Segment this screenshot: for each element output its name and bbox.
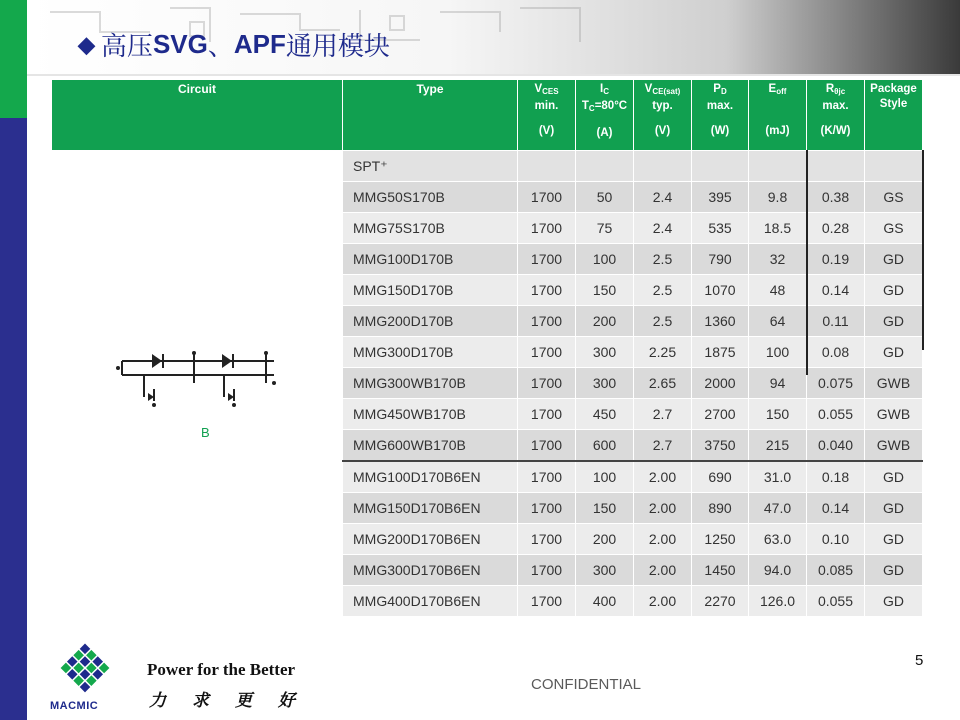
logo-tile	[67, 656, 78, 667]
cell-ic: 150	[576, 493, 634, 524]
logo-tile	[92, 656, 103, 667]
cell-type: MMG200D170B	[343, 306, 518, 337]
cell-pkg: GWB	[865, 399, 923, 430]
cell-rth: 0.055	[807, 399, 865, 430]
cell-ic: 200	[576, 306, 634, 337]
cell-vces: 1700	[518, 275, 576, 306]
cell-pkg: GD	[865, 244, 923, 275]
cell-pd: 790	[692, 244, 749, 275]
header-ic: $I_C$ $T_C=80^\circ C$ (A)	[576, 80, 634, 151]
cell-type: MMG150D170B6EN	[343, 493, 518, 524]
cell-type: MMG100D170B6EN	[343, 461, 518, 493]
cell-type: MMG300D170B6EN	[343, 555, 518, 586]
cell-vces: 1700	[518, 430, 576, 462]
logo-tile	[73, 663, 84, 674]
cell-pkg: GD	[865, 306, 923, 337]
half-bridge-circuit-diagram	[114, 349, 284, 411]
cell-rth: 0.14	[807, 275, 865, 306]
header-pd: $P_D$ max. (W)	[692, 80, 749, 151]
logo-tile	[73, 650, 84, 661]
header-vces: $V_{CES}$ min. (V)	[518, 80, 576, 151]
cell-pkg: GD	[865, 524, 923, 555]
cell-vcesat: 2.7	[634, 430, 692, 462]
cell-type: MMG100D170B	[343, 244, 518, 275]
cell-vces: 1700	[518, 461, 576, 493]
header-eoff: $E_{off}$ (mJ)	[749, 80, 807, 151]
cell-pd: 690	[692, 461, 749, 493]
section-label: SPT⁺	[343, 151, 518, 182]
logo-tile	[86, 663, 97, 674]
slide-title	[78, 26, 390, 63]
cell-ic: 200	[576, 524, 634, 555]
cell-eoff: 215	[749, 430, 807, 462]
cell-rth: 0.14	[807, 493, 865, 524]
cell-pd: 1360	[692, 306, 749, 337]
cell-pd: 2270	[692, 586, 749, 617]
cell-ic: 75	[576, 213, 634, 244]
title-part-2: SVG	[152, 29, 208, 59]
cell-pd: 1070	[692, 275, 749, 306]
cell-vcesat: 2.00	[634, 493, 692, 524]
cell-vcesat: 2.65	[634, 368, 692, 399]
diamond-bullet-icon: ◆	[78, 31, 95, 57]
header-circuit: Circuit	[52, 80, 343, 151]
circuit-cell	[52, 151, 343, 617]
cell-ic: 150	[576, 275, 634, 306]
cell-pkg: GD	[865, 461, 923, 493]
header-divider	[27, 74, 960, 76]
cell-rth: 0.040	[807, 430, 865, 462]
cell-ic: 50	[576, 182, 634, 213]
cell-vces: 1700	[518, 555, 576, 586]
slogan-chinese: 力求更好	[149, 691, 321, 711]
title-separator: 、	[207, 32, 234, 62]
cell-type: MMG400D170B6EN	[343, 586, 518, 617]
cell-rth: 0.075	[807, 368, 865, 399]
cell-pd: 890	[692, 493, 749, 524]
left-accent-bar-blue	[0, 118, 27, 720]
header-package-style: Package Style	[865, 80, 923, 151]
cell-vces: 1700	[518, 493, 576, 524]
header-vcesat: $V_{CE(sat)}$ typ. (V)	[634, 80, 692, 151]
cell-ic: 300	[576, 368, 634, 399]
cell-ic: 300	[576, 555, 634, 586]
page-number: 5	[915, 652, 924, 669]
cell-pd: 1450	[692, 555, 749, 586]
cell-vces: 1700	[518, 244, 576, 275]
circuit-label: B	[201, 424, 210, 440]
cell-eoff: 63.0	[749, 524, 807, 555]
cell-pkg: GD	[865, 275, 923, 306]
cell-eoff: 126.0	[749, 586, 807, 617]
cell-type: MMG300D170B	[343, 337, 518, 368]
cell-eoff: 31.0	[749, 461, 807, 493]
title-part-4: 通用模块	[285, 32, 390, 62]
cell-pd: 1875	[692, 337, 749, 368]
module-spec-table	[52, 80, 923, 616]
cell-pkg: GD	[865, 586, 923, 617]
cell-vces: 1700	[518, 306, 576, 337]
cell-vcesat: 2.00	[634, 555, 692, 586]
cell-vces: 1700	[518, 213, 576, 244]
logo-tile	[99, 663, 110, 674]
cell-rth: 0.38	[807, 182, 865, 213]
cell-pd: 2000	[692, 368, 749, 399]
cell-vcesat: 2.5	[634, 244, 692, 275]
cell-eoff: 48	[749, 275, 807, 306]
cell-vcesat: 2.00	[634, 524, 692, 555]
cell-vcesat: 2.25	[634, 337, 692, 368]
cell-pkg: GD	[865, 337, 923, 368]
slogan: Power for the Better	[147, 660, 296, 679]
header-type: Type	[343, 80, 518, 151]
cell-eoff: 94.0	[749, 555, 807, 586]
logo-tile	[80, 656, 91, 667]
cell-vces: 1700	[518, 586, 576, 617]
cell-rth: 0.085	[807, 555, 865, 586]
cell-eoff: 47.0	[749, 493, 807, 524]
cell-ic: 400	[576, 586, 634, 617]
cell-rth: 0.19	[807, 244, 865, 275]
cell-vces: 1700	[518, 399, 576, 430]
cell-pkg: GWB	[865, 368, 923, 399]
cell-vcesat: 2.5	[634, 306, 692, 337]
macmic-logo-icon	[56, 640, 114, 698]
cell-eoff: 94	[749, 368, 807, 399]
column-divider-line	[806, 150, 808, 375]
cell-ic: 100	[576, 244, 634, 275]
cell-pd: 3750	[692, 430, 749, 462]
cell-pd: 1250	[692, 524, 749, 555]
title-part-1: 高压	[100, 32, 153, 62]
cell-pd: 395	[692, 182, 749, 213]
cell-eoff: 64	[749, 306, 807, 337]
table-header-row	[52, 80, 923, 151]
cell-ic: 600	[576, 430, 634, 462]
cell-pd: 535	[692, 213, 749, 244]
cell-eoff: 32	[749, 244, 807, 275]
cell-eoff: 9.8	[749, 182, 807, 213]
title-part-3: APF	[233, 29, 286, 59]
left-accent-bar-green	[0, 0, 27, 118]
cell-vcesat: 2.4	[634, 213, 692, 244]
cell-type: MMG450WB170B	[343, 399, 518, 430]
cell-pkg: GS	[865, 213, 923, 244]
cell-type: MMG200D170B6EN	[343, 524, 518, 555]
cell-ic: 300	[576, 337, 634, 368]
cell-vces: 1700	[518, 337, 576, 368]
cell-type: MMG50S170B	[343, 182, 518, 213]
cell-pkg: GWB	[865, 430, 923, 462]
cell-type: MMG300WB170B	[343, 368, 518, 399]
cell-vcesat: 2.00	[634, 461, 692, 493]
cell-vcesat: 2.4	[634, 182, 692, 213]
cell-pkg: GD	[865, 555, 923, 586]
cell-type: MMG600WB170B	[343, 430, 518, 462]
logo-tile	[86, 650, 97, 661]
cell-ic: 450	[576, 399, 634, 430]
cell-rth: 0.055	[807, 586, 865, 617]
cell-vcesat: 2.00	[634, 586, 692, 617]
cell-pd: 2700	[692, 399, 749, 430]
cell-vces: 1700	[518, 524, 576, 555]
cell-rth: 0.18	[807, 461, 865, 493]
cell-rth: 0.10	[807, 524, 865, 555]
cell-vces: 1700	[518, 182, 576, 213]
cell-vcesat: 2.5	[634, 275, 692, 306]
header-rth: $R_{\theta jc}$ max. (K/W)	[807, 80, 865, 151]
logo-tile	[80, 644, 91, 655]
cell-pkg: GS	[865, 182, 923, 213]
cell-vcesat: 2.7	[634, 399, 692, 430]
cell-eoff: 100	[749, 337, 807, 368]
cell-pkg: GD	[865, 493, 923, 524]
company-name: MACMIC	[50, 700, 99, 712]
cell-ic: 100	[576, 461, 634, 493]
cell-type: MMG75S170B	[343, 213, 518, 244]
cell-rth: 0.28	[807, 213, 865, 244]
table-edge-line	[922, 150, 924, 350]
cell-eoff: 150	[749, 399, 807, 430]
logo-tile	[61, 663, 72, 674]
section-row-spt	[52, 151, 923, 182]
cell-eoff: 18.5	[749, 213, 807, 244]
confidential-label: CONFIDENTIAL	[531, 676, 642, 693]
cell-vces: 1700	[518, 368, 576, 399]
cell-type: MMG150D170B	[343, 275, 518, 306]
cell-rth: 0.11	[807, 306, 865, 337]
cell-rth: 0.08	[807, 337, 865, 368]
